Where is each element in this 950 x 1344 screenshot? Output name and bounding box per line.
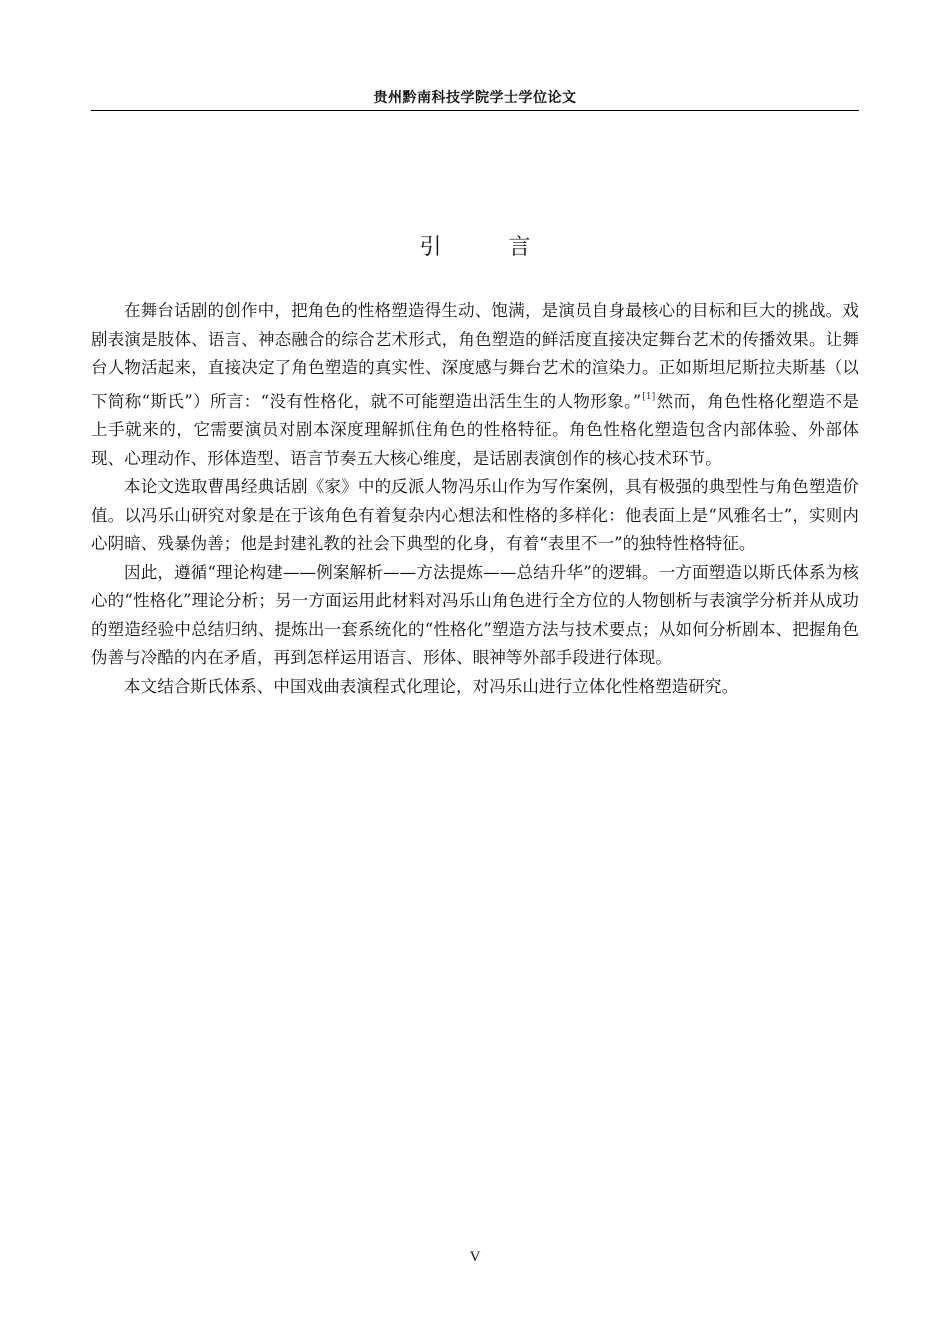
- paragraph-4: 本文结合斯氏体系、中国戏曲表演程式化理论，对冯乐山进行立体化性格塑造研究。: [124, 676, 739, 696]
- paragraph-1-text-after-citation: 然而，角色性格化塑造不是上手就来的，它需要演员对剧本深度理解抓住角色的性格特征。角色性格化塑造包含内部体验、外部体现、心理动作、形体造型、语言节奏五大核心维度，是话剧表演创作的核心技术环节。: [91, 391, 859, 468]
- running-header: 贵州黔南科技学院学士学位论文: [91, 88, 859, 111]
- section-title: 引 言: [419, 235, 561, 260]
- paragraph-1-text-before-citation: 在舞台话剧的创作中，把角色的性格塑造得生动、饱满，是演员自身最核心的目标和巨大的挑战。戏剧表演是肢体、语言、神态融合的综合艺术形式，角色塑造的鲜活度直接决定舞台艺术的传播效果。让舞台人物活起来，直接决定了角色塑造的真实性、深度感与舞台艺术的渲染力。正如斯坦尼斯拉夫斯基（以下简称“斯氏”）所言：“没有性格化，就不可能塑造出活生生的人物形象。”: [91, 301, 859, 411]
- paragraph-1: [91, 297, 859, 473]
- body-text: [91, 297, 859, 701]
- page-number: V: [469, 1249, 481, 1265]
- citation-marker[interactable]: [1]: [642, 391, 656, 402]
- paragraph-3: 因此，遵循“理论构建——例案解析——方法提炼——总结升华”的逻辑。一方面塑造以斯氏体系为核心的“性格化”理论分析；另一方面运用此材料对冯乐山角色进行全方位的人物刨析与表演学分析并从成功的塑造经验中总结归纳、提炼出一套系统化的“性格化”塑造方法与技术要点；从如何分析剧本、把握角色伪善与冷酷的内在矛盾，再到怎样运用语言、形体、眼神等外部手段进行体现。: [91, 562, 859, 667]
- paragraph-2: 本论文选取曹禺经典话剧《家》中的反派人物冯乐山作为写作案例，具有极强的典型性与角色塑造价值。以冯乐山研究对象是在于该角色有着复杂内心想法和性格的多样化：他表面上是“风雅名士”，实则内心阴暗、残暴伪善；他是封建礼教的社会下典型的化身，有着“表里不一”的独特性格特征。: [91, 477, 859, 553]
